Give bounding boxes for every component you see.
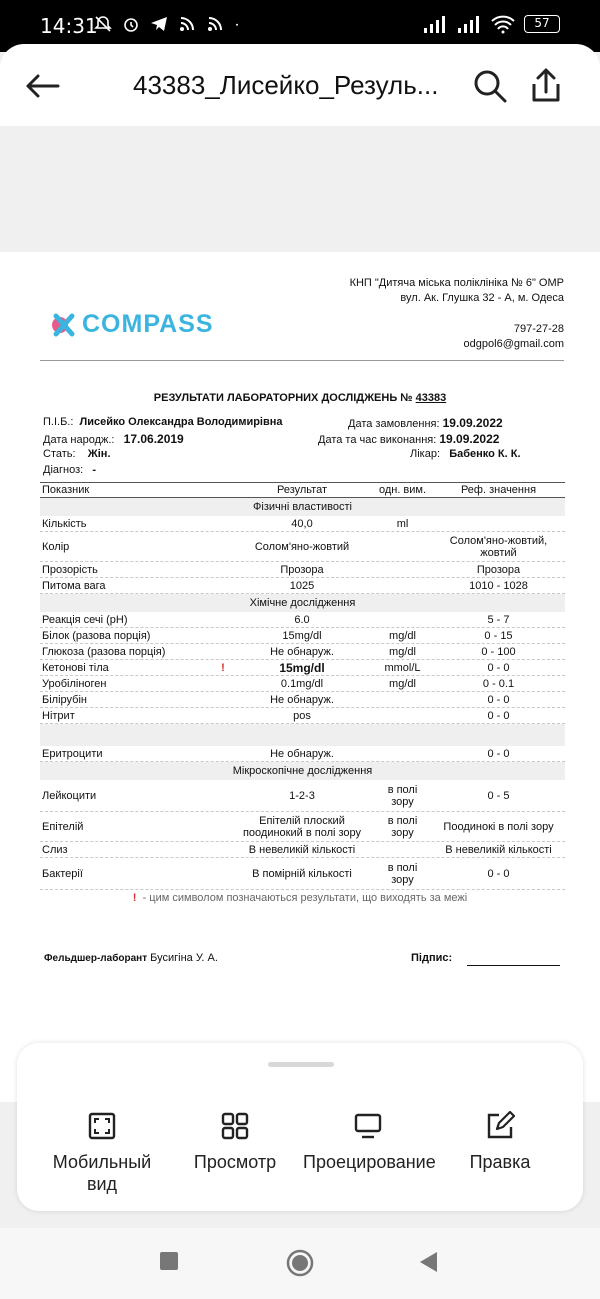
row-name: Лейкоцити — [42, 789, 97, 802]
row-flag — [218, 692, 228, 707]
row-name: Уробіліноген — [42, 677, 107, 690]
row-name: Еритроцити — [42, 747, 103, 760]
back-arrow-icon[interactable] — [22, 66, 62, 106]
battery-indicator: 57 — [524, 15, 560, 33]
patient-sex-line: Стать: Жін. — [43, 448, 111, 460]
patient-name-line: П.І.Б.: Лисейко Олександра Володимирівна — [43, 416, 283, 428]
row-result: 1-2-3 — [289, 789, 315, 802]
row-ref: Прозора — [476, 563, 521, 576]
clinic-name: КНП "Дитяча міська поліклініка № 6" ОМР — [349, 277, 564, 289]
report-heading-text: РЕЗУЛЬТАТИ ЛАБОРАТОРНИХ ДОСЛІДЖЕНЬ № — [153, 392, 413, 404]
row-ref: Солом'яно-жовтий, жовтий — [449, 534, 548, 559]
table-row — [40, 676, 565, 692]
mobile-view-button[interactable] — [37, 1111, 167, 1195]
row-name: Реакція сечі (pH) — [42, 613, 128, 626]
search-icon[interactable] — [472, 68, 508, 104]
table-header — [40, 482, 565, 498]
row-result: pos — [293, 709, 311, 722]
signature-label: Підпис: — [411, 952, 453, 964]
col-name: Показник — [42, 484, 90, 496]
row-flag — [218, 578, 228, 593]
doctor-line: Лікар: Бабенко К. К. — [410, 448, 521, 460]
row-result: В помірній кількості — [252, 867, 352, 880]
table-row — [40, 628, 565, 644]
row-flag — [218, 628, 228, 643]
row-flag — [218, 812, 228, 841]
row-name: Нітрит — [42, 709, 75, 722]
grid-icon — [220, 1111, 250, 1141]
compass-logo — [50, 310, 214, 339]
status-notification-icons — [93, 14, 241, 34]
signal-icon — [422, 14, 448, 34]
mobile-view-icon — [87, 1111, 117, 1141]
section-spacer — [40, 724, 565, 746]
row-result: В невеликій кількості — [248, 843, 356, 856]
document-page — [0, 252, 600, 1102]
row-ref: 0 - 0 — [487, 747, 510, 760]
order-date-line: Дата замовлення: 19.09.2022 — [348, 416, 503, 430]
lab-label: Фельдшер-лаборант — [44, 953, 148, 964]
row-unit: в полі зору — [387, 783, 418, 808]
row-flag: ! — [221, 661, 225, 674]
row-unit — [375, 842, 430, 857]
edit-button[interactable] — [435, 1111, 565, 1173]
section-header: Мікроскопічне дослідження — [40, 762, 565, 780]
sheet-handle[interactable] — [268, 1062, 334, 1067]
table-row — [40, 644, 565, 660]
row-ref: 0 - 0 — [487, 661, 510, 674]
signature-line — [467, 965, 560, 966]
system-nav-bar — [0, 1228, 600, 1299]
row-unit: ml — [396, 517, 409, 530]
home-icon[interactable] — [286, 1249, 314, 1277]
row-unit — [375, 746, 430, 761]
row-name: Кількість — [42, 517, 87, 530]
clinic-email: odgpol6@gmail.com — [463, 338, 564, 350]
col-ref: Реф. значення — [460, 484, 537, 496]
row-name: Епітелій — [42, 820, 84, 833]
back-nav-icon[interactable] — [420, 1252, 438, 1272]
muted-bell-icon — [93, 14, 113, 34]
table-row — [40, 858, 565, 890]
row-result: Не обнаруж. — [270, 645, 334, 658]
row-name: Прозорість — [42, 563, 98, 576]
row-unit — [375, 692, 430, 707]
row-result: 1025 — [289, 579, 315, 592]
row-flag — [218, 644, 228, 659]
dot-icon — [233, 14, 241, 34]
row-ref: 1010 - 1028 — [469, 579, 528, 592]
row-result: Епітелій плоский поодинокий в полі зору — [242, 814, 362, 839]
row-name: Кетонові тіла — [42, 661, 109, 674]
projection-label: Проецирование — [303, 1152, 436, 1172]
row-name: Слиз — [42, 843, 68, 856]
row-ref — [432, 516, 565, 531]
patient-dob-line: Дата народж.: 17.06.2019 — [43, 432, 184, 446]
row-unit: mg/dl — [389, 629, 416, 642]
patient-diagnosis: - — [92, 464, 97, 476]
table-row — [40, 578, 565, 594]
row-flag — [218, 746, 228, 761]
table-row — [40, 812, 565, 842]
rss-icon — [177, 14, 197, 34]
row-unit: mg/dl — [389, 645, 416, 658]
status-time: 14:31 — [40, 14, 98, 38]
row-result: 6.0 — [294, 613, 310, 626]
row-unit: mmol/L — [384, 661, 421, 674]
section-header: Фізичні властивості — [40, 498, 565, 516]
lab-name: Бусигіна У. А. — [150, 952, 218, 964]
signal-icon-2 — [456, 14, 482, 34]
patient-sex: Жін. — [87, 448, 111, 460]
table-row — [40, 692, 565, 708]
row-ref: 0 - 15 — [484, 629, 513, 642]
table-row — [40, 660, 565, 676]
rss-icon-2 — [205, 14, 225, 34]
view-label: Просмотр — [193, 1152, 277, 1172]
row-result: Не обнаруж. — [270, 693, 334, 706]
col-unit: одн. вим. — [378, 484, 427, 496]
clinic-address: вул. Ак. Глушка 32 - А, м. Одеса — [400, 292, 564, 304]
logo-text: COMPASS — [82, 310, 214, 338]
row-flag — [218, 612, 228, 627]
row-unit: mg/dl — [389, 677, 416, 690]
mobile-view-label-1: Мобильный — [52, 1152, 152, 1172]
section-header: Хімічне дослідження — [40, 594, 565, 612]
edit-label: Правка — [469, 1152, 531, 1172]
row-unit — [375, 708, 430, 723]
table-row — [40, 532, 565, 562]
footnote-text: - цим символом позначаються результати, що виходять за межі — [142, 892, 468, 904]
col-result: Результат — [276, 484, 328, 496]
mobile-view-label-2: вид — [86, 1174, 118, 1194]
lab-assistant — [44, 952, 218, 964]
table-row — [40, 780, 565, 812]
wifi-icon — [490, 14, 516, 34]
row-ref: 0 - 0 — [487, 709, 510, 722]
row-flag — [218, 676, 228, 691]
app-bar — [0, 44, 600, 126]
row-name: Білок (разова порція) — [42, 629, 151, 642]
status-system-icons — [422, 14, 560, 34]
edit-icon — [485, 1111, 515, 1141]
row-result: Прозора — [280, 563, 324, 576]
row-result: 0.1mg/dl — [280, 677, 324, 690]
patient-name: Лисейко Олександра Володимирівна — [79, 416, 283, 428]
table-row — [40, 516, 565, 532]
row-unit — [375, 578, 430, 593]
row-flag — [218, 780, 228, 811]
clinic-contacts — [464, 322, 564, 352]
order-date: 19.09.2022 — [442, 416, 503, 430]
row-result: 40,0 — [291, 517, 313, 530]
row-flag — [218, 516, 228, 531]
row-ref: 0 - 100 — [481, 645, 516, 658]
row-unit: в полі зору — [387, 861, 418, 886]
doctor-name: Бабенко К. К. — [449, 448, 521, 460]
row-ref: В невеликій кількості — [445, 843, 552, 856]
patient-dob: 17.06.2019 — [123, 432, 184, 446]
row-unit — [375, 532, 430, 561]
table-row — [40, 562, 565, 578]
row-unit — [375, 612, 430, 627]
row-ref: 0 - 0.1 — [482, 677, 515, 690]
done-date: 19.09.2022 — [439, 432, 500, 446]
projection-button[interactable] — [303, 1111, 436, 1173]
row-ref: 0 - 0 — [487, 693, 510, 706]
divider — [40, 360, 564, 361]
row-unit: в полі зору — [387, 814, 418, 839]
alarm-icon — [121, 14, 141, 34]
clinic-info — [350, 276, 564, 306]
report-number: 43383 — [415, 392, 447, 404]
compass-logo-icon — [50, 312, 78, 338]
row-result: Не обнаруж. — [270, 747, 334, 760]
monitor-icon — [353, 1111, 383, 1141]
row-name: Колір — [42, 540, 70, 553]
row-result: Солом'яно-жовтий — [254, 540, 350, 553]
report-heading — [0, 392, 600, 404]
row-name: Глюкоза (разова порція) — [42, 645, 166, 658]
row-flag — [218, 842, 228, 857]
clinic-phone: 797-27-28 — [513, 323, 564, 335]
telegram-icon — [149, 14, 169, 34]
footnote — [0, 892, 600, 904]
bottom-sheet — [17, 1043, 583, 1211]
table-row — [40, 612, 565, 628]
row-name: Питома вага — [42, 579, 106, 592]
row-ref: 5 - 7 — [487, 613, 510, 626]
table-body — [40, 498, 565, 890]
row-flag — [218, 532, 228, 561]
file-title: 43383_Лисейко_Резуль... — [133, 70, 439, 100]
view-button[interactable] — [170, 1111, 300, 1173]
row-result: 15mg/dl — [282, 629, 322, 642]
table-row — [40, 708, 565, 724]
row-name: Білірубін — [42, 693, 87, 706]
row-result: 15mg/dl — [279, 660, 325, 675]
row-flag — [218, 708, 228, 723]
patient-diagnosis-line: Діагноз: - — [43, 464, 97, 476]
row-ref: Поодинокі в полі зору — [443, 820, 554, 833]
row-flag — [218, 562, 228, 577]
table-row — [40, 842, 565, 858]
footnote-mark: ! — [132, 892, 137, 904]
share-icon[interactable] — [528, 66, 564, 104]
done-date-line: Дата та час виконання: 19.09.2022 — [318, 432, 500, 446]
row-unit — [375, 562, 430, 577]
row-ref: 0 - 5 — [487, 789, 510, 802]
table-row — [40, 746, 565, 762]
results-table — [40, 482, 565, 890]
recent-apps-icon[interactable] — [160, 1252, 178, 1270]
row-ref: 0 - 0 — [487, 867, 510, 880]
row-flag — [218, 858, 228, 889]
row-name: Бактерії — [42, 867, 83, 880]
